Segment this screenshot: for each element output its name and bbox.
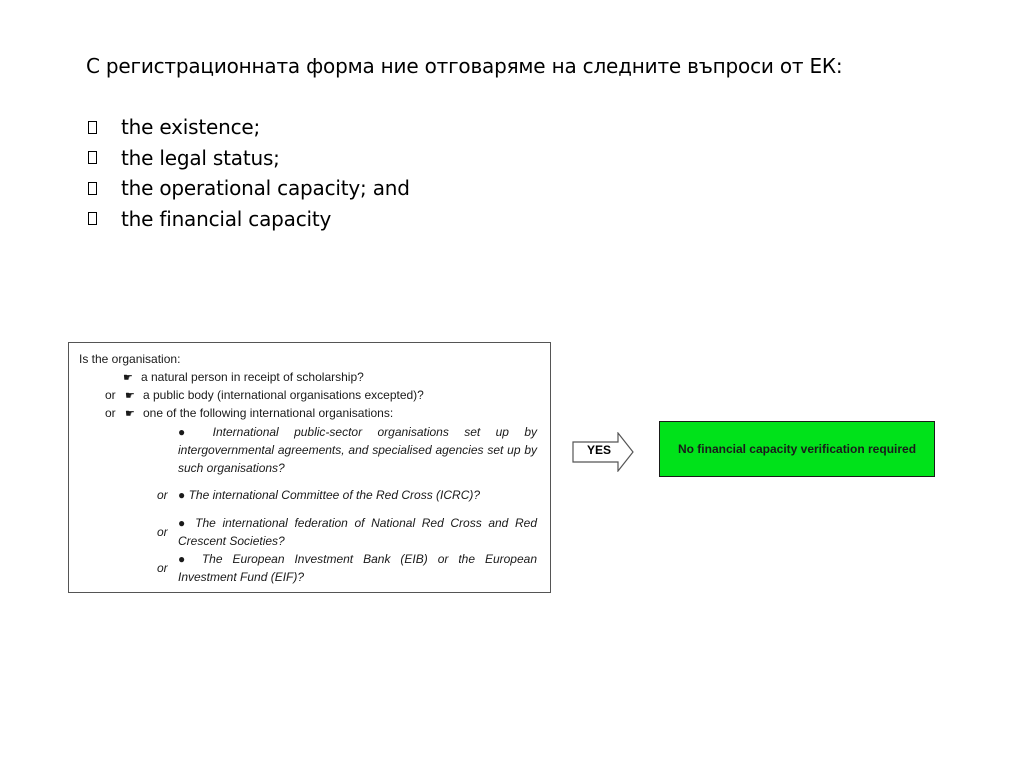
bullet-list: [86, 112, 410, 234]
option-text: a public body (international organisations excepted)?: [143, 388, 424, 402]
intl-org-item: ● The European Investment Bank (EIB) or the European Investment Fund (EIF)?: [178, 552, 537, 584]
square-bullet-icon: [88, 151, 97, 164]
bullet-text: the operational capacity; and: [121, 176, 410, 201]
or-label: or: [105, 388, 116, 402]
bullet-text: the legal status;: [121, 145, 280, 170]
option-line: [105, 404, 393, 423]
bullet-item: [86, 112, 410, 143]
square-bullet-icon: [88, 121, 97, 134]
result-box: No financial capacity verification required: [659, 421, 935, 477]
question-title: Is the organisation:: [79, 352, 181, 366]
or-label: or: [157, 561, 168, 575]
bullet-item: [86, 143, 410, 174]
bullet-item: [86, 204, 410, 235]
intl-org-item: ● International public-sector organisations set up by intergovernmental agreements, and specialised agencies set up by such organisations?: [178, 425, 537, 475]
option-text: one of the following international organisations:: [143, 406, 394, 420]
slide-heading: С регистрационната форма ние отговаряме на следните въпроси от ЕК:: [86, 54, 843, 78]
pointing-hand-icon: ☛: [125, 390, 135, 402]
bullet-item: [86, 173, 410, 204]
or-label: or: [157, 525, 168, 539]
option-line: [123, 368, 364, 387]
pointing-hand-icon: ☛: [125, 408, 135, 420]
or-label: or: [157, 488, 168, 502]
option-text: a natural person in receipt of scholarship?: [141, 370, 364, 384]
pointing-hand-icon: ☛: [123, 372, 133, 384]
bullet-text: the financial capacity: [121, 206, 332, 231]
option-line: [105, 386, 424, 405]
intl-org-item: ● The international federation of National Red Cross and Red Crescent Societies?: [178, 516, 537, 548]
financial-capacity-flowchart: [66, 340, 962, 598]
yes-label: YES: [586, 443, 611, 457]
square-bullet-icon: [88, 182, 97, 195]
or-label: or: [105, 406, 116, 420]
square-bullet-icon: [88, 212, 97, 225]
question-box: [68, 342, 551, 593]
intl-org-item: ● The international Committee of the Red Cross (ICRC)?: [178, 488, 481, 502]
bullet-text: the existence;: [121, 115, 261, 140]
